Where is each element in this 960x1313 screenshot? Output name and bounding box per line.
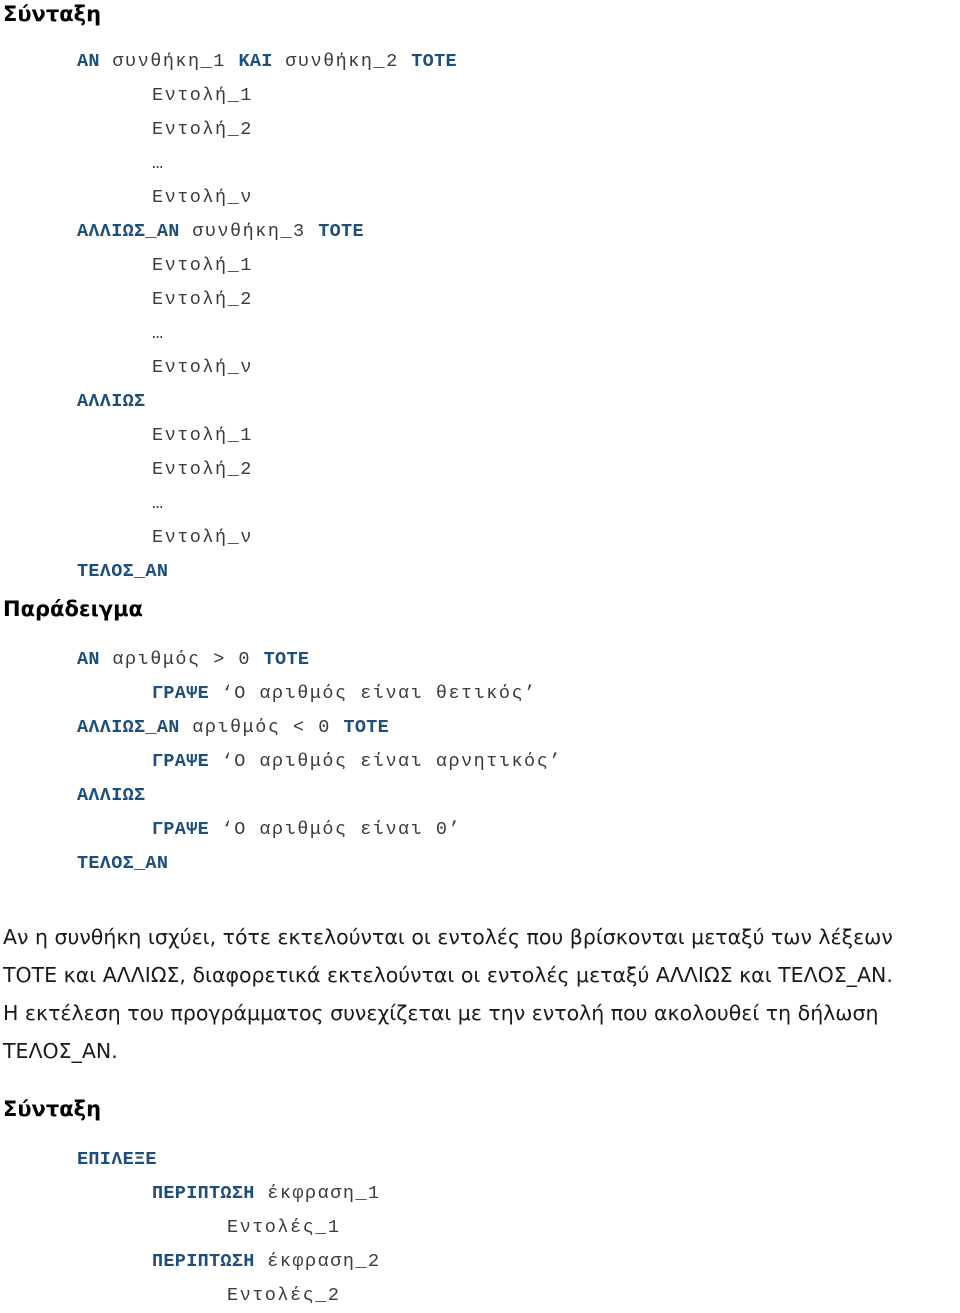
code-text: αριθμός > 0 bbox=[99, 649, 264, 670]
code-keyword: ΤΕΛΟΣ_ΑΝ bbox=[77, 853, 169, 874]
code-text: Εντολή_1 bbox=[152, 255, 253, 276]
code-line bbox=[0, 813, 562, 847]
code-line bbox=[0, 1279, 381, 1313]
code-line bbox=[0, 317, 457, 351]
code-keyword: ΠΕΡΙΠΤΩΣΗ bbox=[152, 1251, 255, 1272]
code-keyword: ΓΡΑΨΕ bbox=[152, 819, 210, 840]
description-line: Αν η συνθήκη ισχύει, τότε εκτελούνται οι εντολές που βρίσκονται μεταξύ των λέξεων bbox=[3, 925, 893, 949]
code-keyword: ΤΕΛΟΣ_ΑΝ bbox=[77, 561, 169, 582]
code-text: Εντολή_ν bbox=[152, 357, 253, 378]
code-line bbox=[0, 181, 457, 215]
code-line bbox=[0, 1143, 381, 1177]
code-text: Εντολές_1 bbox=[227, 1217, 341, 1238]
syntax-heading-select: Σύνταξη bbox=[3, 1097, 102, 1121]
code-line bbox=[0, 385, 457, 419]
code-text: Εντολή_ν bbox=[152, 187, 253, 208]
code-keyword: ΤΟΤΕ bbox=[263, 649, 310, 670]
code-keyword: ΤΟΤΕ bbox=[411, 51, 457, 72]
code-line bbox=[0, 643, 562, 677]
code-text: Εντολή_1 bbox=[152, 425, 253, 446]
code-text: Εντολή_2 bbox=[152, 459, 253, 480]
description-paragraph bbox=[3, 918, 958, 1070]
code-line bbox=[0, 555, 457, 589]
code-text: συνθήκη_3 bbox=[179, 221, 319, 242]
code-keyword: ΑΝ bbox=[77, 649, 100, 670]
code-line bbox=[0, 453, 457, 487]
code-line bbox=[0, 1177, 381, 1211]
code-line bbox=[0, 487, 457, 521]
code-line bbox=[0, 45, 457, 79]
code-keyword: ΠΕΡΙΠΤΩΣΗ bbox=[152, 1183, 255, 1204]
code-line bbox=[0, 1245, 381, 1279]
code-line bbox=[0, 711, 562, 745]
code-text: Εντολές_2 bbox=[227, 1285, 341, 1306]
code-text: … bbox=[152, 323, 165, 344]
code-line bbox=[0, 419, 457, 453]
code-keyword: ΚΑΙ bbox=[238, 51, 273, 72]
code-text: ‘Ο αριθμός είναι αρνητικός’ bbox=[209, 751, 562, 772]
description-line: ΤΕΛΟΣ_ΑΝ. bbox=[3, 1039, 118, 1063]
description-line: ΤΟΤΕ και ΑΛΛΙΩΣ, διαφορετικά εκτελούνται οι εντολές μεταξύ ΑΛΛΙΩΣ και ΤΕΛΟΣ_ΑΝ. bbox=[3, 963, 893, 987]
example-heading: Παράδειγμα bbox=[3, 597, 143, 621]
code-text: … bbox=[152, 493, 165, 514]
code-line bbox=[0, 521, 457, 555]
code-text: συνθήκη_1 bbox=[99, 51, 239, 72]
code-text: Εντολή_2 bbox=[152, 289, 253, 310]
code-line bbox=[0, 79, 457, 113]
code-line bbox=[0, 1211, 381, 1245]
code-keyword: ΑΛΛΙΩΣ bbox=[77, 785, 146, 806]
code-text: Εντολή_1 bbox=[152, 85, 253, 106]
code-line bbox=[0, 113, 457, 147]
code-line bbox=[0, 745, 562, 779]
code-keyword: ΑΛΛΙΩΣ_ΑΝ bbox=[77, 717, 180, 738]
code-keyword: ΑΛΛΙΩΣ bbox=[77, 391, 146, 412]
syntax-heading-if: Σύνταξη bbox=[3, 2, 102, 26]
code-text: συνθήκη_2 bbox=[272, 51, 412, 72]
code-text: έκφραση_2 bbox=[254, 1251, 381, 1272]
code-keyword: ΑΝ bbox=[77, 51, 100, 72]
code-line bbox=[0, 249, 457, 283]
code-line bbox=[0, 351, 457, 385]
code-text: … bbox=[152, 153, 165, 174]
code-text: έκφραση_1 bbox=[254, 1183, 381, 1204]
code-text: ‘Ο αριθμός είναι 0’ bbox=[209, 819, 462, 840]
description-line: Η εκτέλεση του προγράμματος συνεχίζεται με την εντολή που ακολουθεί τη δήλωση bbox=[3, 1001, 879, 1025]
code-keyword: ΕΠΙΛΕΞΕ bbox=[77, 1149, 157, 1170]
code-line bbox=[0, 283, 457, 317]
code-block-if-syntax bbox=[0, 45, 457, 589]
code-line bbox=[0, 847, 562, 881]
code-block-example bbox=[0, 643, 562, 881]
code-text: αριθμός < 0 bbox=[179, 717, 344, 738]
code-line bbox=[0, 147, 457, 181]
code-keyword: ΤΟΤΕ bbox=[343, 717, 390, 738]
code-block-select-syntax bbox=[0, 1143, 381, 1313]
code-keyword: ΓΡΑΨΕ bbox=[152, 751, 210, 772]
code-line bbox=[0, 215, 457, 249]
code-keyword: ΑΛΛΙΩΣ_ΑΝ bbox=[77, 221, 180, 242]
code-line bbox=[0, 779, 562, 813]
code-text: Εντολή_ν bbox=[152, 527, 253, 548]
code-keyword: ΓΡΑΨΕ bbox=[152, 683, 210, 704]
code-keyword: ΤΟΤΕ bbox=[318, 221, 364, 242]
code-line bbox=[0, 677, 562, 711]
code-text: Εντολή_2 bbox=[152, 119, 253, 140]
code-text: ‘Ο αριθμός είναι θετικός’ bbox=[209, 683, 537, 704]
